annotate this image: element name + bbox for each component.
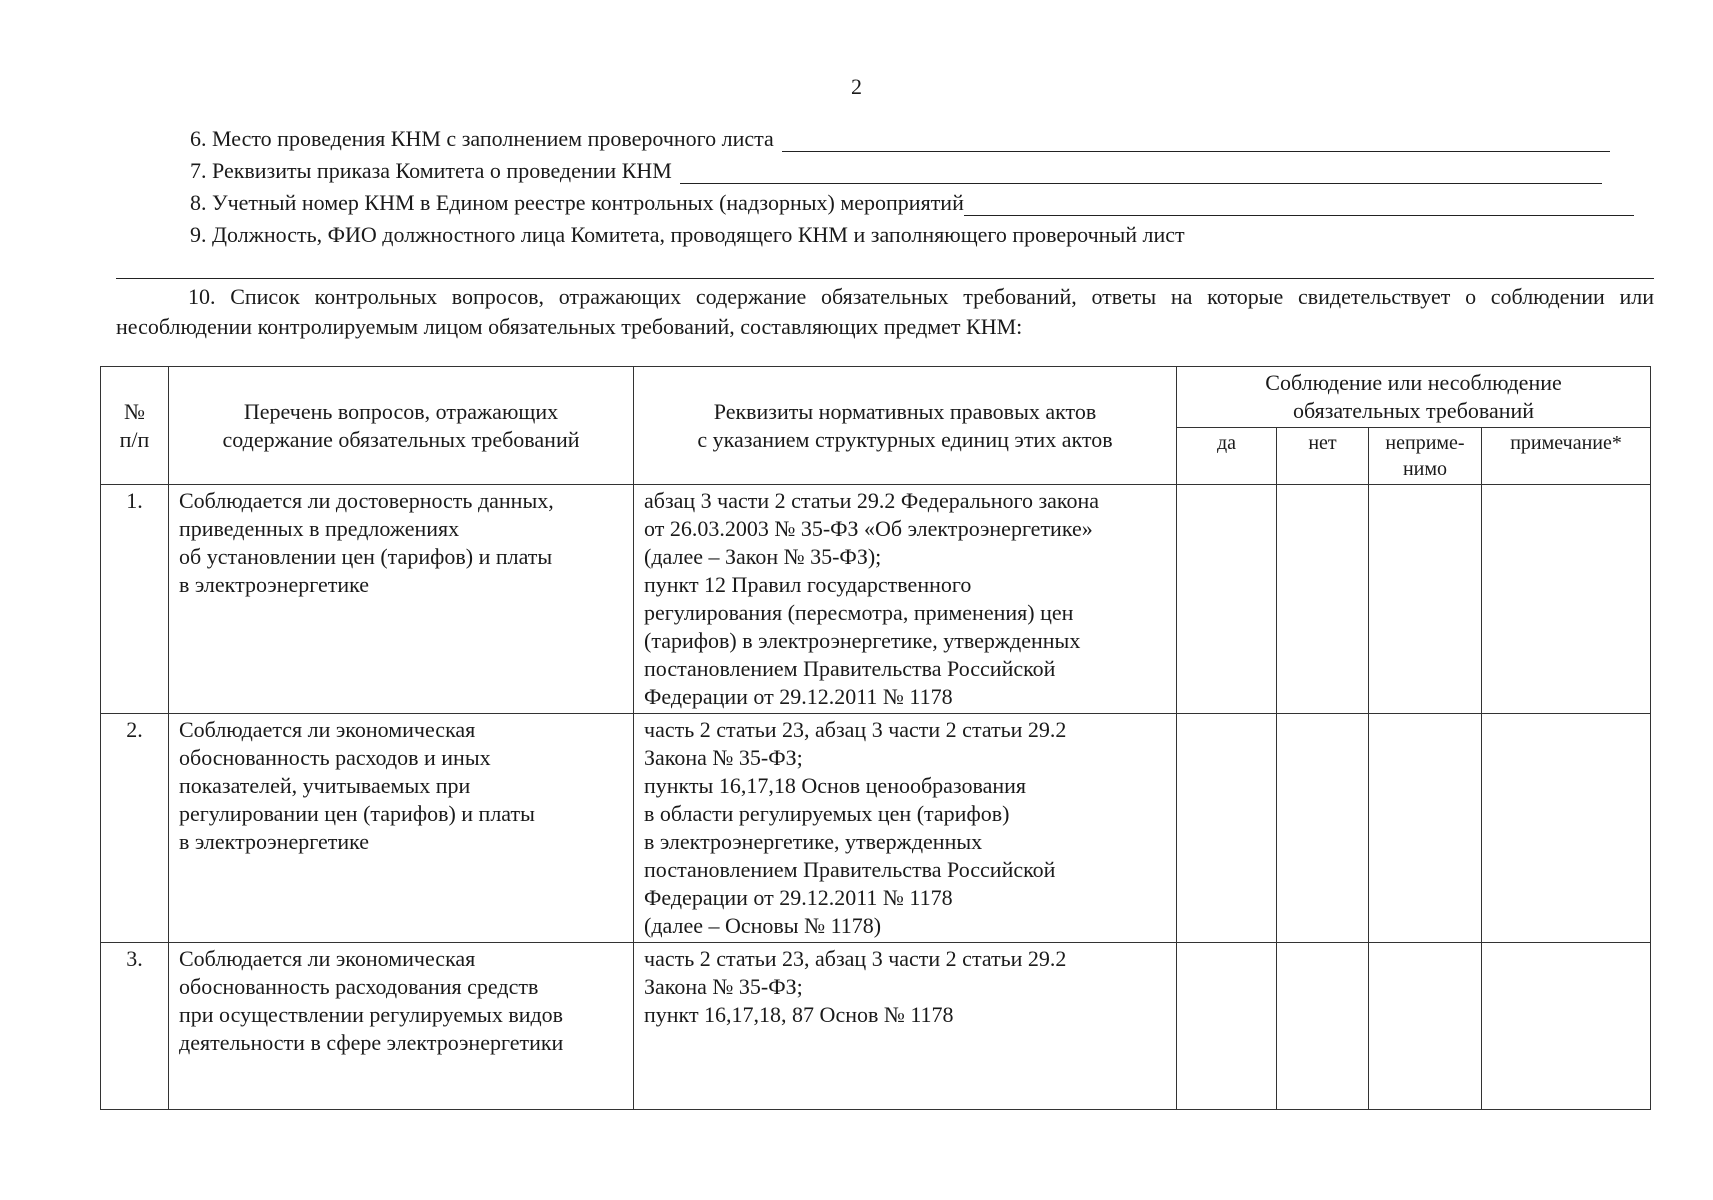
header-yes: да [1177,428,1277,485]
row-reference: часть 2 статьи 23, абзац 3 части 2 статьи 29.2 Закона № 35-ФЗ; пункт 16,17,18, 87 Основ № 1178 [634,943,1177,1110]
row-number: 2. [101,714,169,943]
row-reference: часть 2 статьи 23, абзац 3 части 2 статьи 29.2 Закона № 35-ФЗ; пункты 16,17,18 Основ ценообразования в области регулируемых цен (тарифов) в электроэнергетике, утвержденных постановлением Правительства Российской Федерации от 29.12.2011 № 1178 (далее – Основы № 1178) [634,714,1177,943]
checklist-table [100,366,1651,1110]
header-number: № п/п [101,367,169,485]
row-yes-cell[interactable] [1177,714,1277,943]
item-8-text: Учетный номер КНМ в Едином реестре контрольных (надзорных) мероприятий [212,190,964,215]
header-no: нет [1277,428,1369,485]
row-na-cell[interactable] [1369,714,1482,943]
item-9 [190,222,1185,248]
item-7-text: Реквизиты приказа Комитета о проведении КНМ [212,158,672,183]
row-yes-cell[interactable] [1177,485,1277,714]
header-compliance: Соблюдение или несоблюдение обязательных требований [1177,367,1651,428]
row-na-cell[interactable] [1369,485,1482,714]
row-note-cell[interactable] [1482,714,1651,943]
item-8 [190,190,1634,216]
table-header-row [101,367,1651,428]
header-not-applicable: неприме- нимо [1369,428,1482,485]
row-yes-cell[interactable] [1177,943,1277,1110]
row-question: Соблюдается ли экономическая обоснованность расходования средств при осуществлении регулируемых видов деятельности в сфере электроэнергетики [169,943,634,1110]
row-reference: абзац 3 части 2 статьи 29.2 Федерального закона от 26.03.2003 № 35-ФЗ «Об электроэнергетике» (далее – Закон № 35-ФЗ); пункт 12 Правил государственного регулирования (пересмотра, применения) цен (тарифов) в электроэнергетике, утвержденных постановлением Правительства Российской Федерации от 29.12.2011 № 1178 [634,485,1177,714]
item-6-number: 6. [190,126,207,151]
item-9-blank-line [116,278,1654,279]
item-6 [190,126,1610,152]
row-question: Соблюдается ли экономическая обоснованность расходов и иных показателей, учитываемых при регулировании цен (тарифов) и платы в электроэнергетике [169,714,634,943]
row-note-cell[interactable] [1482,485,1651,714]
paragraph-10: 10. Список контрольных вопросов, отражающих содержание обязательных требований, ответы на которые свидетельствует о соблюдении или несоблюдении контролируемым лицом обязательных требований, составляющих предмет КНМ: [116,284,1654,339]
row-na-cell[interactable] [1369,943,1482,1110]
row-note-cell[interactable] [1482,943,1651,1110]
item-7-number: 7. [190,158,207,183]
header-refs: Реквизиты нормативных правовых актов с указанием структурных единиц этих актов [634,367,1177,485]
row-no-cell[interactable] [1277,714,1369,943]
item-7 [190,158,1602,184]
row-no-cell[interactable] [1277,943,1369,1110]
item-6-blank-line [782,133,1610,152]
table-row [101,485,1651,714]
row-no-cell[interactable] [1277,485,1369,714]
item-8-number: 8. [190,190,207,215]
table-row [101,714,1651,943]
row-question: Соблюдается ли достоверность данных, приведенных в предложениях об установлении цен (тарифов) и платы в электроэнергетике [169,485,634,714]
item-9-text: Должность, ФИО должностного лица Комитета, проводящего КНМ и заполняющего проверочный лист [212,222,1185,247]
page-number: 2 [851,74,862,99]
item-7-blank-line [680,165,1602,184]
header-note: примечание* [1482,428,1651,485]
table-row [101,943,1651,1110]
item-9-number: 9. [190,222,207,247]
header-questions: Перечень вопросов, отражающих содержание обязательных требований [169,367,634,485]
item-8-blank-line [964,197,1634,216]
item-6-text: Место проведения КНМ с заполнением проверочного листа [212,126,774,151]
row-number: 1. [101,485,169,714]
row-number: 3. [101,943,169,1110]
